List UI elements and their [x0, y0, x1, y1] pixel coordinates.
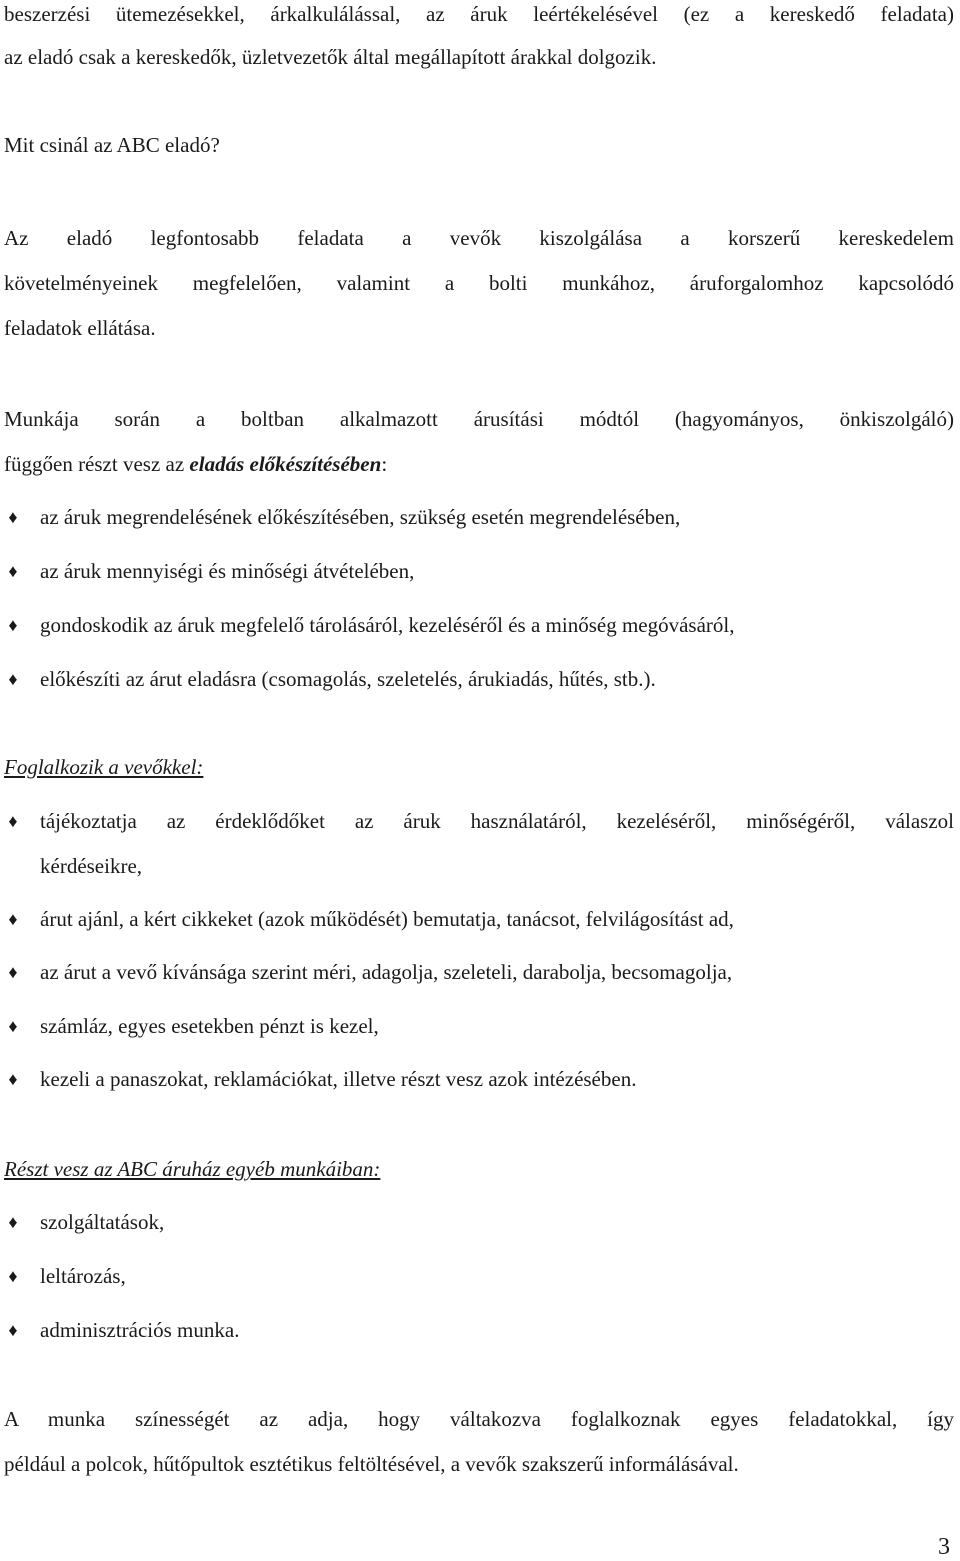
diamond-bullet-icon: ♦ — [8, 1212, 18, 1232]
diamond-bullet-icon: ♦ — [8, 1069, 18, 1089]
diamond-bullet-icon: ♦ — [8, 811, 18, 831]
diamond-bullet-icon: ♦ — [8, 507, 18, 527]
diamond-bullet-icon: ♦ — [8, 615, 18, 635]
list-item: tájékoztatja az érdeklődőket az áruk használatáról, kezeléséről, minőségéről, válaszol — [40, 809, 954, 833]
paragraph2-suffix: : — [381, 452, 388, 476]
list-item: szolgáltatások, — [40, 1210, 165, 1234]
list-item: előkészíti az árut eladásra (csomagolás, szeletelés, árukiadás, hűtés, stb.). — [40, 667, 656, 691]
paragraph1-line-1: Az eladó legfontosabb feladata a vevők kiszolgálása a korszerű kereskedelem — [4, 226, 954, 250]
diamond-bullet-icon: ♦ — [8, 1320, 18, 1340]
paragraph1-line-2: követelményeinek megfelelően, valamint a bolti munkához, áruforgalomhoz kapcsolódó — [4, 271, 954, 295]
paragraph2-prefix: függően részt vesz az — [4, 452, 190, 476]
diamond-bullet-icon: ♦ — [8, 561, 18, 581]
section-heading-other-work: Részt vesz az ABC áruház egyéb munkáiban: — [4, 1157, 381, 1181]
list-item: számláz, egyes esetekben pénzt is kezel, — [40, 1014, 379, 1038]
list-item: gondoskodik az áruk megfelelő tárolásáról, kezeléséről és a minőség megóvásáról, — [40, 613, 735, 637]
list-item: az áruk megrendelésének előkészítésében, szükség esetén megrendelésében, — [40, 505, 681, 529]
list-item: kezeli a panaszokat, reklamációkat, illetve részt vesz azok intézésében. — [40, 1067, 637, 1091]
diamond-bullet-icon: ♦ — [8, 669, 18, 689]
page-number: 3 — [938, 1534, 950, 1560]
diamond-bullet-icon: ♦ — [8, 1266, 18, 1286]
list-item: az áruk mennyiségi és minőségi átvételében, — [40, 559, 415, 583]
list-item: árut ajánl, a kért cikkeket (azok működését) bemutatja, tanácsot, felvilágosítást ad, — [40, 907, 734, 931]
diamond-bullet-icon: ♦ — [8, 1016, 18, 1036]
list-item-continuation: kérdéseikre, — [40, 854, 143, 878]
diamond-bullet-icon: ♦ — [8, 962, 18, 982]
closing-line-2: például a polcok, hűtőpultok esztétikus feltöltésével, a vevők szakszerű informálásával. — [4, 1452, 739, 1476]
list-item: adminisztrációs munka. — [40, 1318, 240, 1342]
question-heading: Mit csinál az ABC eladó? — [4, 133, 220, 157]
paragraph2-line-2 — [4, 450, 387, 478]
list-item: az árut a vevő kívánsága szerint méri, adagolja, szeleteli, darabolja, becsomagolja, — [40, 960, 733, 984]
closing-line-1: A munka színességét az adja, hogy váltakozva foglalkoznak egyes feladatokkal, így — [4, 1407, 954, 1431]
intro-line-2: az eladó csak a kereskedők, üzletvezetők által megállapított árakkal dolgozik. — [4, 45, 657, 69]
diamond-bullet-icon: ♦ — [8, 909, 18, 929]
intro-line-1: beszerzési ütemezésekkel, árkalkulálással, az áruk leértékelésével (ez a kereskedő feladata) — [4, 2, 954, 26]
list-item: leltározás, — [40, 1264, 126, 1288]
paragraph1-line-3: feladatok ellátása. — [4, 316, 156, 340]
paragraph2-line-1: Munkája során a boltban alkalmazott árusítási módtól (hagyományos, önkiszolgáló) — [4, 407, 954, 431]
paragraph2-emphasis: eladás előkészítésében — [189, 452, 382, 476]
section-heading-customers: Foglalkozik a vevőkkel: — [4, 755, 204, 779]
